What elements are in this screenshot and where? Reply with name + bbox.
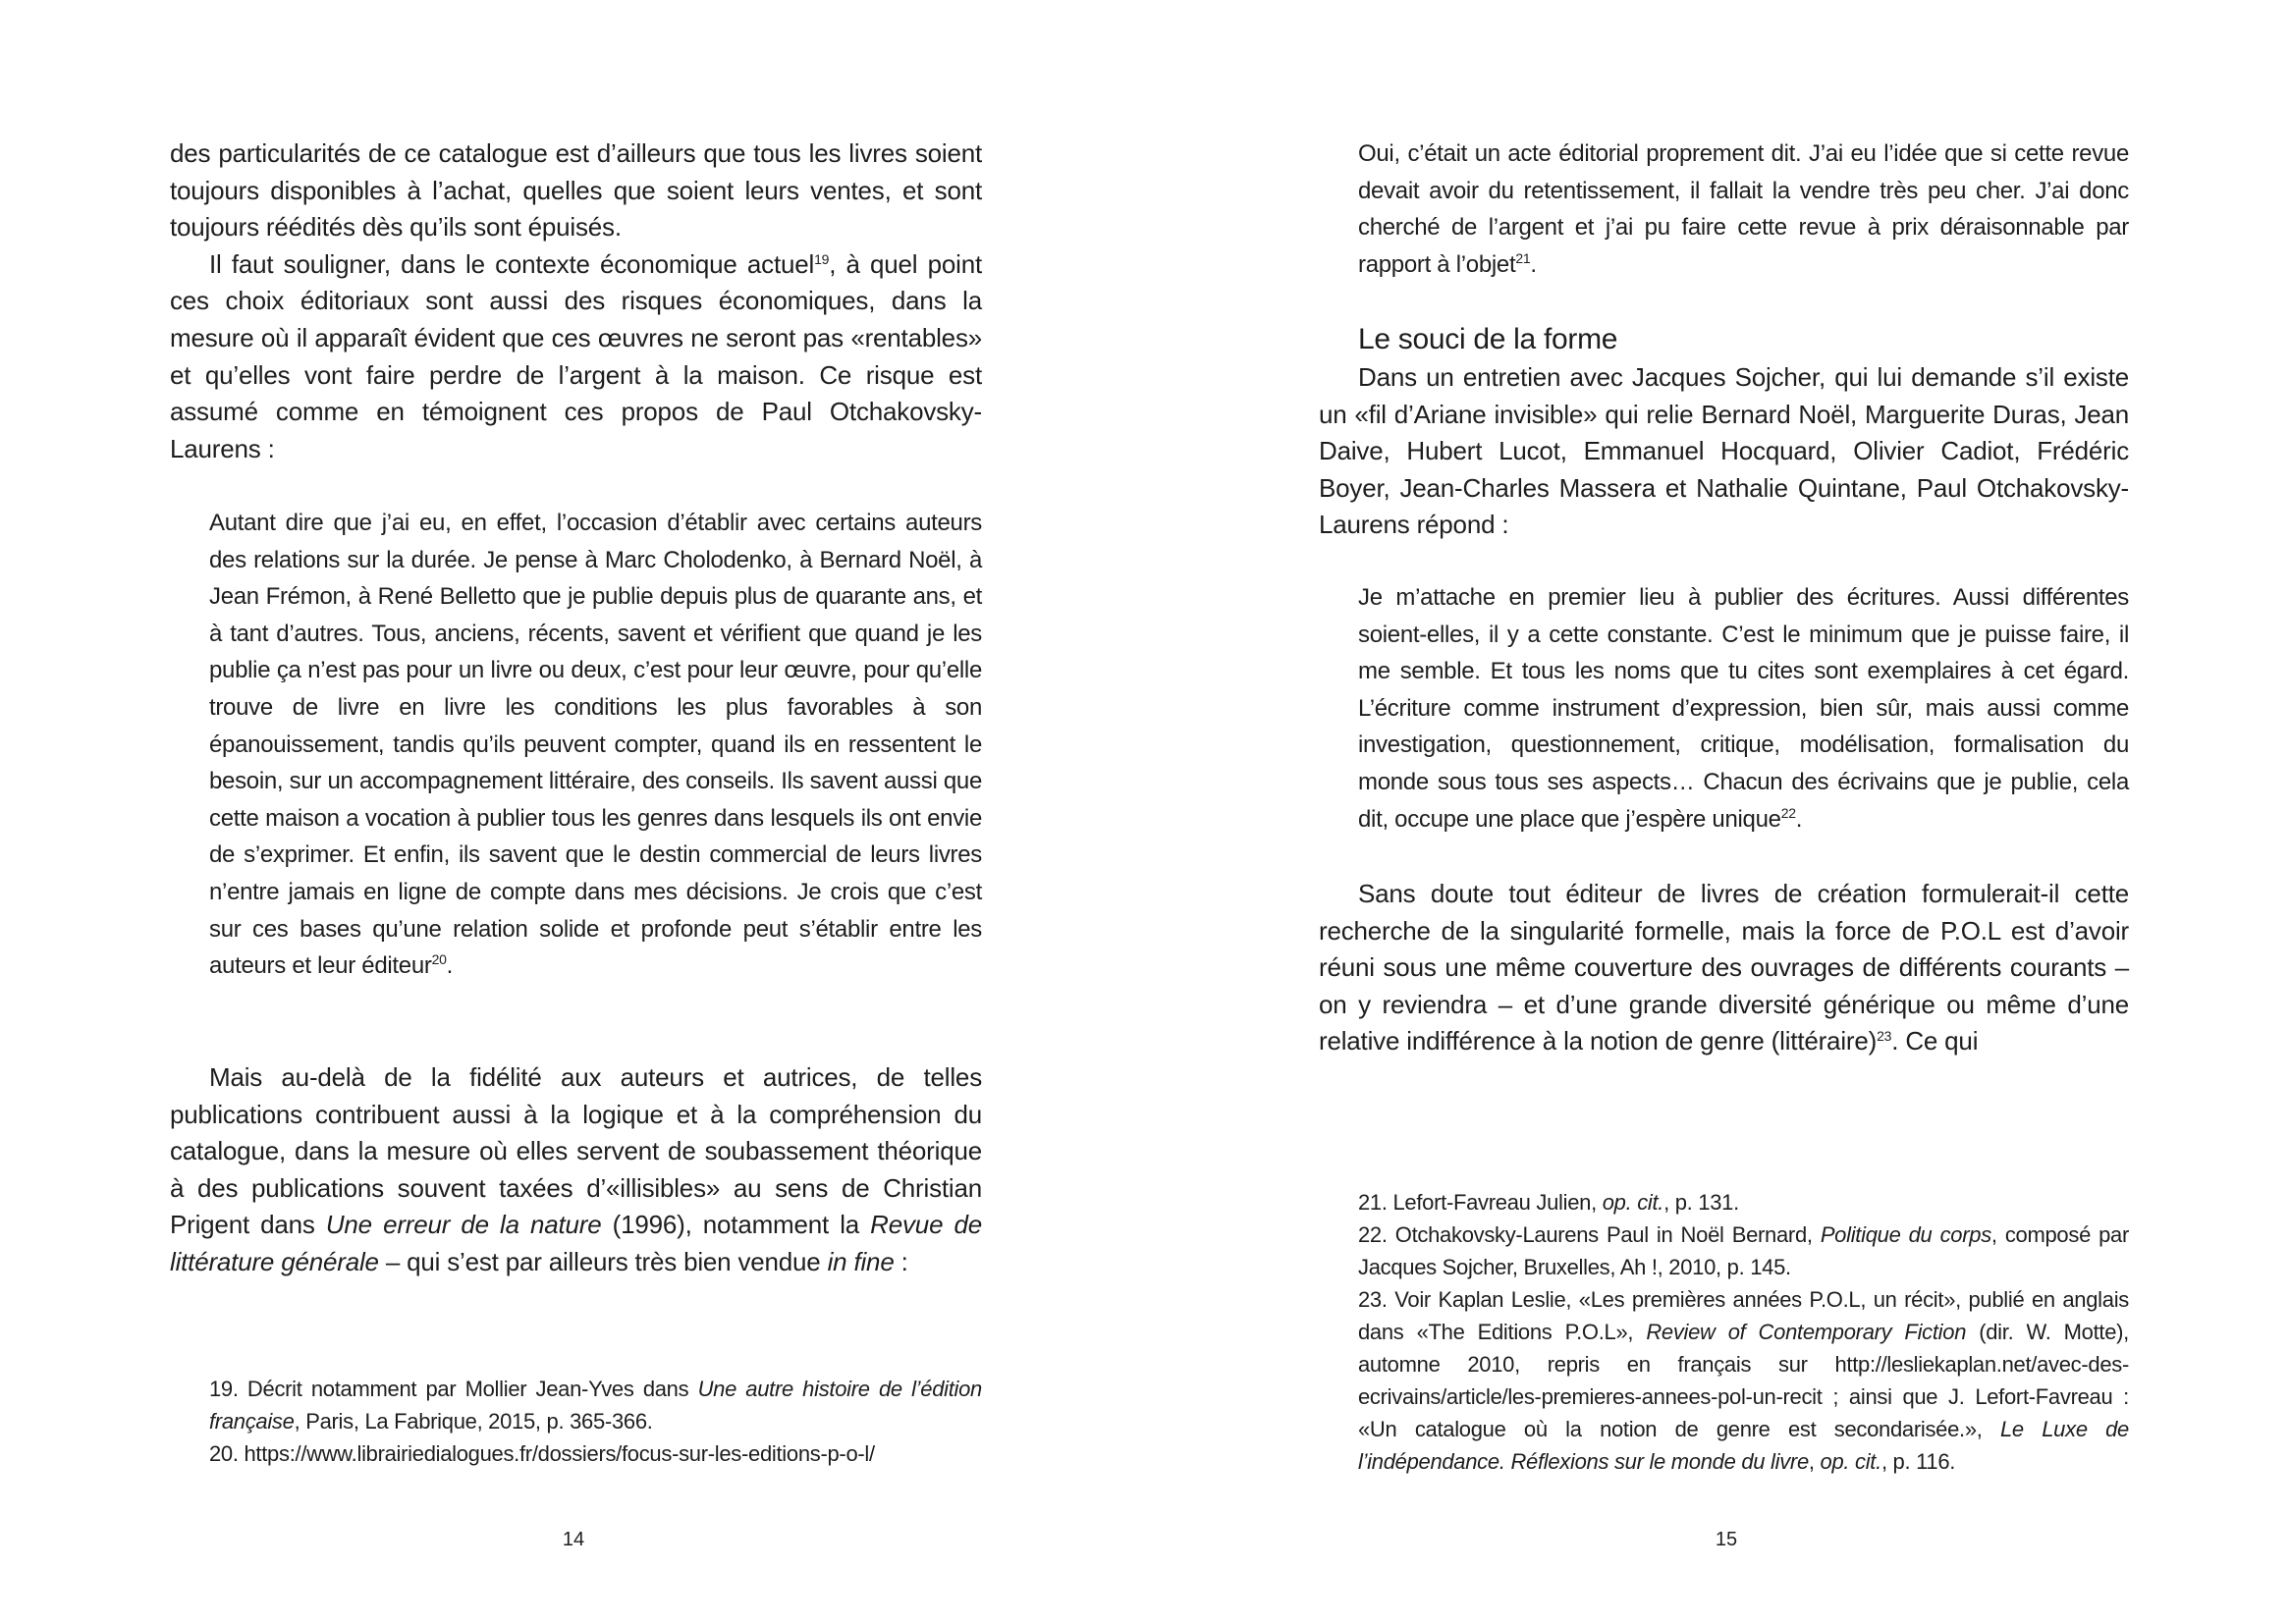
book-title: Une autre histoire de l’édition française [209, 1377, 982, 1434]
quote-end: . [1795, 805, 1803, 833]
right-footnotes [1358, 1186, 2129, 1478]
footnote-ref[interactable]: 20 [431, 951, 447, 968]
paragraph-text: – qui s’est par ailleurs très bien vendue [378, 1246, 828, 1276]
paragraph-text: des particularités de ce catalogue est d’ailleurs que tous les livres soient toujours disponibles à l’achat, quelles que soient leurs ventes, et sont toujours réédités dès qu’ils sont épuisés. [170, 138, 982, 243]
paragraph [1319, 359, 2129, 544]
footnote-23 [1358, 1283, 2129, 1478]
page-number: 14 [562, 1529, 585, 1550]
page-number: 15 [1715, 1529, 1738, 1550]
footnote-text: , Paris, La Fabrique, 2015, p. 365-366. [294, 1409, 653, 1434]
latin-phrase: in fine [827, 1246, 895, 1276]
footnote-ref[interactable]: 21 [1515, 249, 1531, 266]
right-paragraph-2 [1319, 876, 2129, 1060]
footnote-21 [1358, 1186, 2129, 1218]
footnote-ref[interactable]: 22 [1780, 804, 1796, 821]
footnote-text: , p. 116. [1880, 1449, 1956, 1474]
paragraph-text: Il faut souligner, dans le contexte économique actuel [209, 248, 815, 279]
footnote-text: 19. Décrit notamment par Mollier Jean-Yves dans [209, 1377, 698, 1401]
quote-body: Je m’attache en premier lieu à publier des écritures. Aussi différentes soient-elles, il y a cette constante. C’est le minimum que je puisse faire, il me semble. Et tous les noms que tu cites sont exemplaires à cet égard. L’écriture comme instrument d’expression, bien sûr, mais aussi comme investigation, questionnement, critique, modélisation, formalisation du monde sous tous ses aspects… Chacun des écrivains que je publie, cela dit, occupe une place que j’espère unique [1358, 584, 2129, 833]
footnote-text: 21. Lefort-Favreau Julien, [1358, 1190, 1603, 1215]
section-heading: Le souci de la forme [1358, 323, 1618, 355]
paragraph-text: . Ce qui [1891, 1026, 1979, 1056]
footnote-text: , composé par Jacques Sojcher, Bruxelles, Ah !, 2010, p. 145. [1358, 1222, 2130, 1279]
quote-text [1319, 579, 2129, 838]
journal-title: Revue de littérature générale [170, 1210, 982, 1276]
paragraph-text: Dans un entretien avec Jacques Sojcher, qui lui demande s’il existe un «fil d’Ariane invisible» qui relie Bernard Noël, Marguerite Duras, Jean Daive, Hubert Lucot, Emmanuel Hocquard, Olivier Cadiot, Frédéric Boyer, Jean-Charles Massera et Nathalie Quintane, Paul Otchakovsky-Laurens répond : [1319, 362, 2129, 540]
paragraph-text: : [894, 1246, 908, 1276]
footnote-ref[interactable]: 19 [814, 250, 830, 267]
section [1319, 320, 2129, 544]
paragraph-text: (1996), notamment la [601, 1210, 871, 1240]
paragraph [170, 1059, 982, 1281]
paragraph-text: Mais au-delà de la fidélité aux auteurs et autrices, de telles publications contribuent aussi à la logique et à la compréhension du catalogue, dans la mesure où elles servent de soubassement théorique à des publications souvent taxées d’«illisibles» au sens de Christian Prigent dans [170, 1062, 982, 1240]
footnote-text: 23. Voir Kaplan Leslie, «Les premières années P.O.L, un récit», publié en anglais dans «The Editions P.O.L», [1358, 1287, 2129, 1344]
footnote-text: , p. 131. [1663, 1190, 1739, 1215]
paragraph-text: Sans doute tout éditeur de livres de création formulerait-il cette recherche de la singularité formelle, mais la force de P.O.L est d’avoir réuni sous une même couverture des ouvrages de différents courants – on y reviendra – et d’une grande diversité générique ou même d’une relative indifférence à la notion de genre (littéraire) [1319, 879, 2129, 1056]
left-main-text [170, 135, 982, 467]
citation-abbrev: op. cit. [1820, 1449, 1881, 1474]
left-footnotes [170, 1373, 982, 1470]
book-title: Politique du corps [1820, 1222, 1991, 1247]
quote-end: . [446, 952, 453, 980]
quote-body: Oui, c’était un acte éditorial proprement dit. J’ai eu l’idée que si cette revue devait avoir du retentissement, il fallait la vendre très peu cher. J’ai donc cherché de l’argent et j’ai pu faire cette revue à prix déraisonnable par rapport à l’objet [1358, 140, 2129, 278]
footnote-text: 22. Otchakovsky-Laurens Paul in Noël Bernard, [1358, 1222, 1821, 1247]
footnote-link[interactable]: 20. https://www.librairiedialogues.fr/dossiers/focus-sur-les-editions-p-o-l/ [209, 1441, 875, 1466]
book-title: Une erreur de la nature [325, 1210, 602, 1240]
left-paragraph-3 [170, 1059, 982, 1281]
quote-text [170, 505, 982, 985]
quote-body: Autant dire que j’ai eu, en effet, l’occasion d’établir avec certains auteurs des relations sur la durée. Je pense à Marc Cholodenko, à Bernard Noël, à Jean Frémon, à René Belletto que je publie depuis plus de quarante ans, et à tant d’autres. Tous, anciens, récents, savent et vérifient que quand je les publie ça n’est pas pour un livre ou deux, c’est pour leur œuvre, pour qu’elle trouve de livre en livre les conditions les plus favorables à son épanouissement, tandis qu’ils peuvent compter, quand ils en ressentent le besoin, sur un accompagnement littéraire, des conseils. Ils savent aussi que cette maison a vocation à publier tous les genres dans lesquels ils ont envie de s’exprimer. Et enfin, ils savent que le destin commercial de leurs livres n’entre jamais en ligne de compte dans mes décisions. Je crois que c’est sur ces bases qu’une relation solide et profonde peut s’établir entre les auteurs et leur éditeur [209, 510, 982, 980]
paragraph [170, 246, 982, 468]
quote-text [1319, 135, 2129, 283]
book-title: Le Luxe de l’indépendance. Réflexions sur le monde du livre [1358, 1417, 2129, 1474]
journal-title: Review of Contemporary Fiction [1646, 1320, 1967, 1344]
footnote-text: (dir. W. Motte), automne 2010, repris en français sur http://lesliekaplan.net/avec-des-ecrivains/article/les-premieres-annees-pol-un-recit ; ainsi que J. Lefort-Favreau : «Un catalogue où la notion de genre est secondarisée.», [1358, 1320, 2129, 1441]
quote-end: . [1530, 250, 1537, 278]
right-page [1145, 0, 2289, 1624]
footnote-ref[interactable]: 23 [1877, 1028, 1892, 1045]
footnote-text: , [1808, 1449, 1821, 1474]
block-quote-2 [1319, 579, 2129, 838]
paragraph [1319, 876, 2129, 1060]
paragraph-text: , à quel point ces choix éditoriaux sont aussi des risques économiques, dans la mesure où il apparaît évident que ces œuvres ne seront pas «rentables» et qu’elles vont faire perdre de l’argent à la maison. Ce risque est assumé comme en témoignent ces propos de Paul Otchakovsky-Laurens : [170, 248, 982, 463]
paragraph [170, 135, 982, 246]
left-page [0, 0, 1144, 1624]
citation-abbrev: op. cit. [1602, 1190, 1664, 1215]
footnote-19 [209, 1373, 982, 1437]
footnote-20 [209, 1437, 982, 1470]
footnote-22 [1358, 1218, 2129, 1283]
block-quote [170, 505, 982, 985]
block-quote-1 [1319, 135, 2129, 283]
